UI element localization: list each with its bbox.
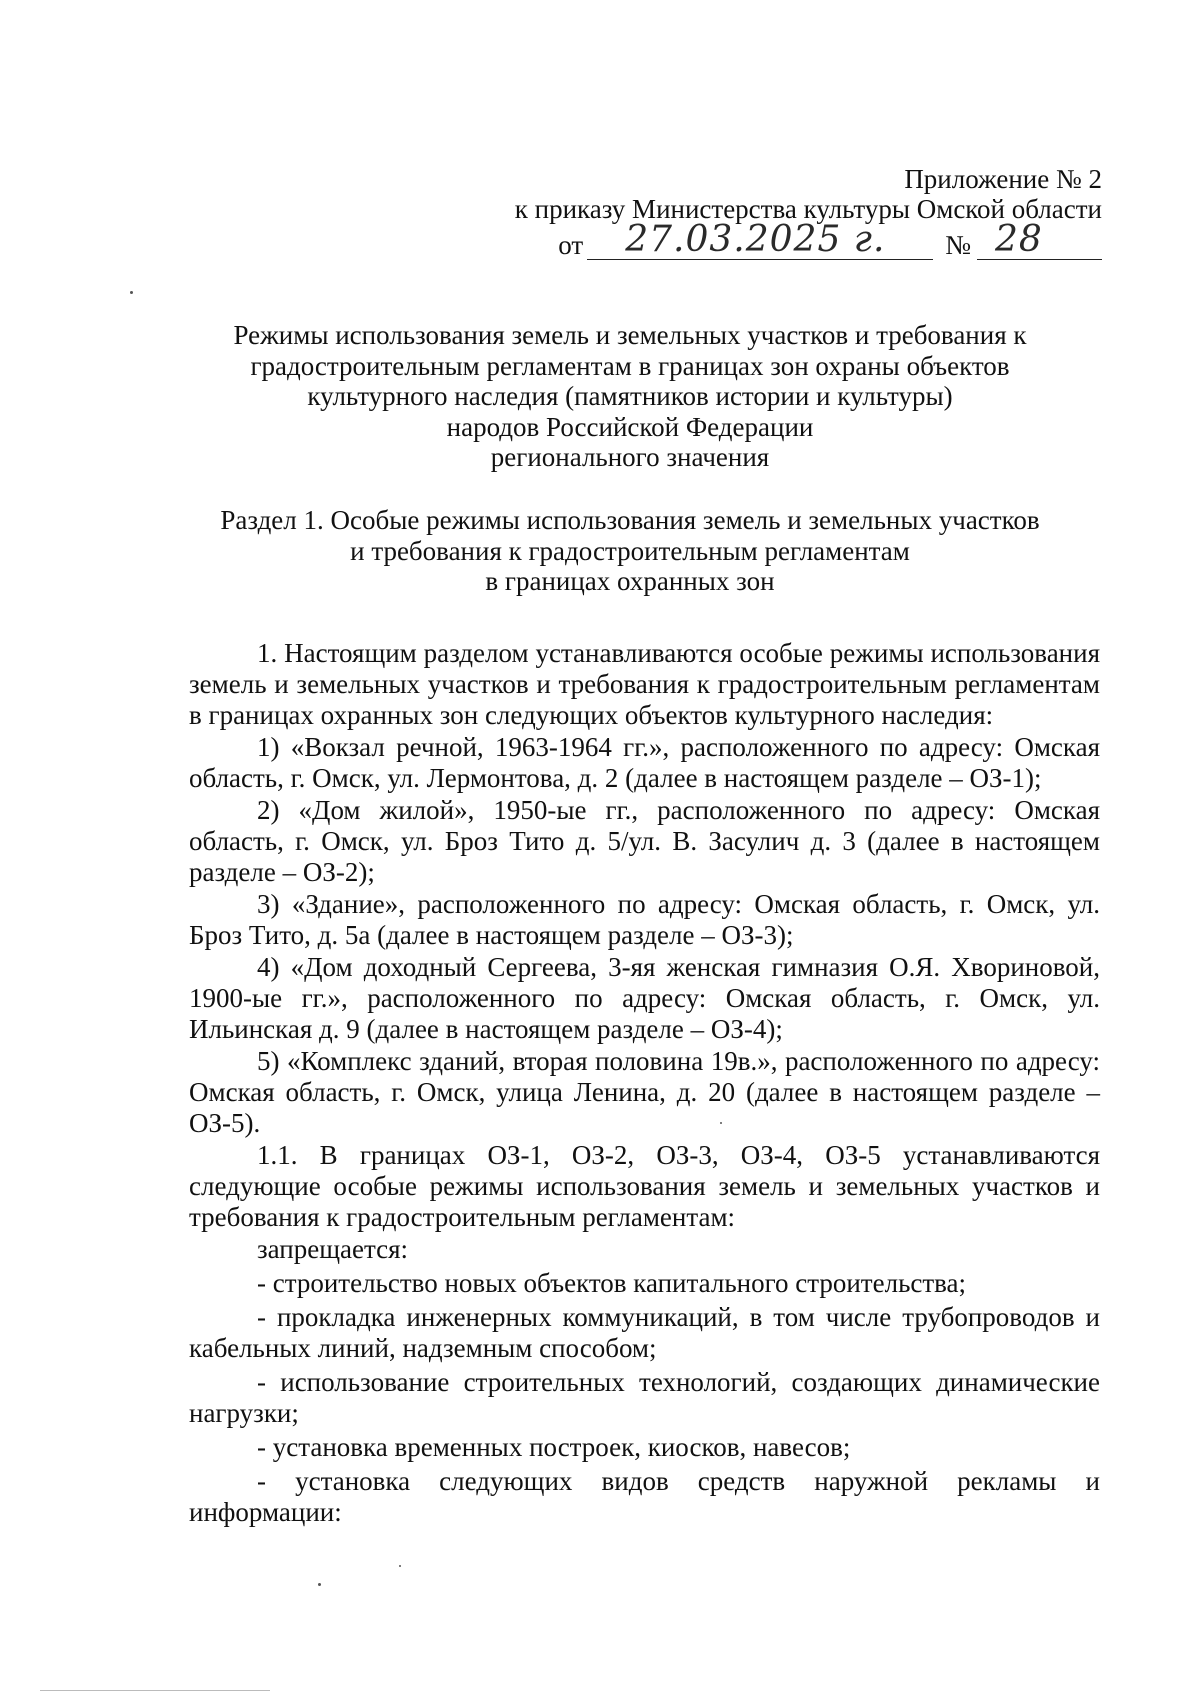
paragraph: 1.1. В границах ОЗ-1, ОЗ-2, ОЗ-3, ОЗ-4, ОЗ-5 устанавливаются следующие особые режимы использования земель и земельных участков и требования к градостроительным регламентам: <box>189 1140 1100 1232</box>
list-item: - установка следующих видов средств наружной рекламы и информации: <box>189 1466 1100 1527</box>
order-reference: к приказу Министерства культуры Омской области <box>514 194 1102 224</box>
paragraph: запрещается: <box>257 1234 409 1264</box>
order-date-number-line <box>462 219 1102 260</box>
number-label: № <box>945 230 971 260</box>
list-item: - использование строительных технологий, создающих динамические нагрузки; <box>189 1367 1100 1428</box>
list-item: 1) «Вокзал речной, 1963-1964 гг.», расположенного по адресу: Омская область, г. Омск, ул. Лермонтова, д. 2 (далее в настоящем разделе – ОЗ-1); <box>189 732 1100 793</box>
list-item: - установка временных построек, киосков, навесов; <box>257 1432 851 1462</box>
section-title-line: в границах охранных зон <box>485 566 775 596</box>
document-body <box>189 638 1100 1529</box>
scan-speck <box>130 291 133 294</box>
title-line: культурного наследия (памятников истории и культуры) <box>307 381 953 411</box>
scan-speck <box>318 1583 321 1586</box>
appendix-header <box>462 164 1102 260</box>
section-title-line: и требования к градостроительным регламентам <box>350 535 910 566</box>
handwritten-date: 27.03.2025 г. <box>625 219 886 260</box>
scan-speck <box>720 1122 722 1124</box>
section-title <box>200 505 1060 597</box>
paragraph: 1. Настоящим разделом устанавливаются особые режимы использования земель и земельных участков и требования к градостроительным регламентам в границах охранных зон следующих объектов культурного наследия: <box>189 638 1100 730</box>
list-item: - прокладка инженерных коммуникаций, в том числе трубопроводов и кабельных линий, надземным способом; <box>189 1302 1100 1363</box>
appendix-number: Приложение № 2 <box>904 164 1102 194</box>
list-item: 5) «Комплекс зданий, вторая половина 19в.», расположенного по адресу: Омская область, г. Омск, улица Ленина, д. 20 (далее в настоящем разделе – ОЗ-5). <box>189 1046 1100 1138</box>
title-line: Режимы использования земель и земельных участков и требования к <box>233 320 1027 350</box>
document-title <box>200 320 1060 473</box>
list-item: 2) «Дом жилой», 1950-ые гг., расположенного по адресу: Омская область, г. Омск, ул. Броз Тито д. 5/ул. В. Засулич д. 3 (далее в настоящем разделе – ОЗ-2); <box>189 795 1100 887</box>
scan-speck <box>399 1565 401 1567</box>
list-item: 3) «Здание», расположенного по адресу: Омская область, г. Омск, ул. Броз Тито, д. 5а (далее в настоящем разделе – ОЗ-3); <box>189 889 1100 950</box>
title-line: регионального значения <box>490 442 770 472</box>
list-item: - строительство новых объектов капитального строительства; <box>257 1268 967 1298</box>
date-field <box>587 219 933 260</box>
number-field <box>977 219 1102 260</box>
scan-edge-line <box>40 1690 270 1691</box>
section-title-line: Раздел 1. Особые режимы использования земель и земельных участков <box>220 505 1040 535</box>
list-item: 4) «Дом доходный Сергеева, 3-яя женская гимназия О.Я. Хворинoвой, 1900-ые гг.», расположенного по адресу: Омская область, г. Омск, ул. Ильинская д. 9 (далее в настоящем разделе – ОЗ-4); <box>189 952 1100 1044</box>
handwritten-number: 28 <box>995 219 1043 260</box>
title-line: народов Российской Федерации <box>446 411 814 442</box>
title-line: градостроительным регламентам в границах зон охраны объектов <box>250 350 1010 381</box>
from-label: от <box>558 230 584 260</box>
